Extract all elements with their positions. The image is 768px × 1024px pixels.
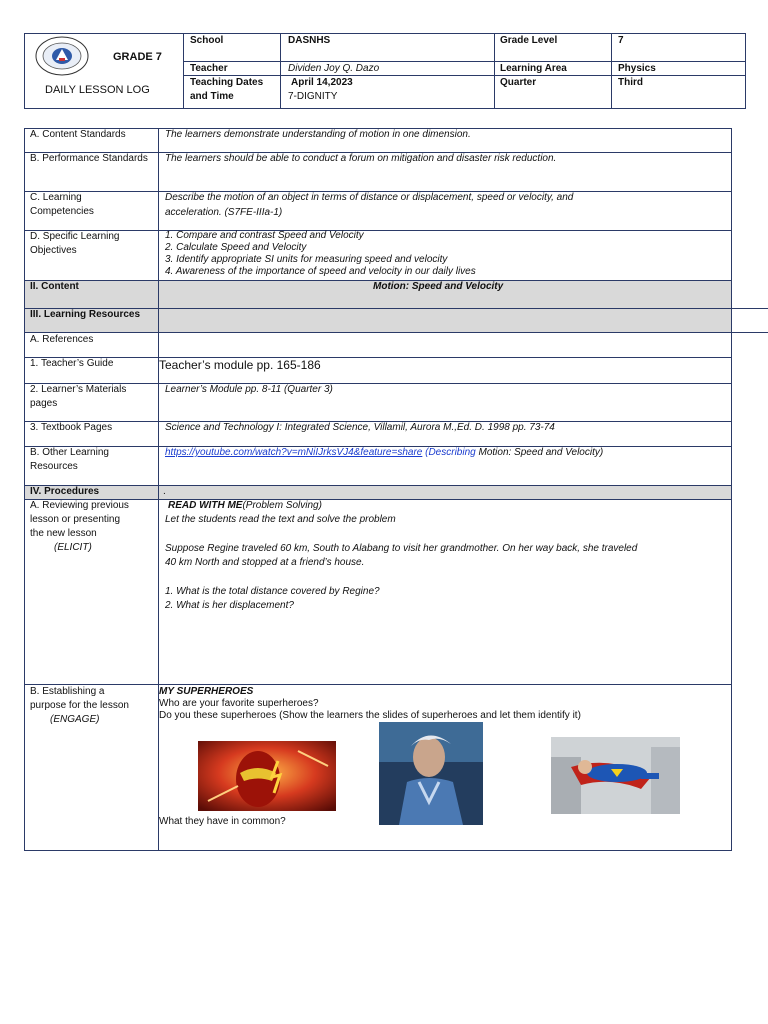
youtube-link[interactable]: https://youtube.com/watch?v=mNiIJrksVJ4&feature=share [165, 447, 423, 458]
section-value: 7-DIGNITY [288, 91, 338, 102]
grade-title: GRADE 7 [113, 51, 162, 63]
reviewing-label-line: the new lesson [30, 528, 97, 539]
quarter-label: Quarter [500, 77, 537, 88]
log-title: DAILY LESSON LOG [45, 84, 150, 96]
row-divider [24, 332, 768, 333]
objective-item: 4. Awareness of the importance of speed and velocity in our daily lives [165, 266, 476, 277]
establishing-question-2: Do you these superheroes (Show the learners the slides of superheroes and let them identify it) [159, 710, 581, 721]
reviewing-label-line: A. Reviewing previous [30, 500, 129, 511]
learning-competencies-label: C. Learning Competencies [30, 192, 94, 217]
link-suffix-b: Motion: Speed and Velocity) [478, 447, 604, 458]
header-divider [494, 33, 495, 109]
reviewing-problem-line2: 40 km North and stopped at a friend’s house. [165, 557, 365, 568]
content-standards-text: The learners demonstrate understanding of motion in one dimension. [165, 129, 471, 140]
establishing-question-3: What they have in common? [159, 816, 286, 827]
row-divider [24, 499, 732, 500]
reviewing-title: READ WITH ME [168, 500, 243, 511]
quicksilver-superhero-image [379, 722, 483, 825]
performance-standards-label: B. Performance Standards [30, 153, 148, 164]
header-divider [611, 33, 612, 109]
content-standards-label: A. Content Standards [30, 129, 126, 140]
establishing-question-1: Who are your favorite superheroes? [159, 698, 319, 709]
grade-level-label: Grade Level [500, 35, 558, 46]
performance-standards-text: The learners should be able to conduct a forum on mitigation and disaster risk reduction. [165, 153, 557, 164]
teachers-guide-text: Teacher’s module pp. 165-186 [159, 358, 321, 372]
objective-item: 2. Calculate Speed and Velocity [165, 242, 307, 253]
row-divider [24, 357, 732, 358]
learning-area-label: Learning Area [500, 63, 567, 74]
objective-item: 3. Identify appropriate SI units for measuring speed and velocity [165, 254, 448, 265]
references-label: A. References [30, 334, 94, 345]
specific-objectives-label: D. Specific Learning Objectives [30, 231, 120, 256]
content-text: Motion: Speed and Velocity [373, 281, 504, 292]
learners-materials-text: Learner’s Module pp. 8-11 (Quarter 3) [165, 384, 333, 395]
teaching-dates-label: Teaching Dates and Time [190, 77, 264, 102]
content-label: II. Content [30, 281, 79, 292]
header-divider [183, 61, 746, 62]
reviewing-title-suffix: (Problem Solving) [242, 500, 322, 511]
reviewing-question: 1. What is the total distance covered by Regine? [165, 586, 380, 597]
link-suffix-a: (Describing [425, 447, 476, 458]
school-label: School [190, 35, 224, 46]
reviewing-instruction: Let the students read the text and solve the problem [165, 514, 396, 525]
row-divider [24, 684, 732, 685]
deped-seal-logo [34, 36, 90, 76]
other-resources-label: B. Other Learning Resources [30, 447, 109, 472]
teachers-guide-label: 1. Teacher’s Guide [30, 358, 114, 369]
superman-superhero-image [551, 737, 680, 814]
reviewing-label-line: lesson or presenting [30, 514, 121, 525]
teacher-label: Teacher [190, 63, 228, 74]
textbook-label: 3. Textbook Pages [30, 422, 113, 433]
reviewing-question: 2. What is her displacement? [165, 600, 294, 611]
textbook-text: Science and Technology I: Integrated Science, Villamil, Aurora M.,Ed. D. 1998 pp. 73-74 [165, 422, 555, 433]
reviewing-problem-line1: Suppose Regine traveled 60 km, South to Alabang to visit her grandmother. On her way back, she traveled [165, 543, 638, 554]
establishing-label-line: B. Establishing a [30, 686, 105, 697]
procedures-label: IV. Procedures [30, 486, 100, 497]
flash-superhero-image [198, 741, 336, 811]
row-divider [24, 485, 732, 486]
learning-competencies-line1: Describe the motion of an object in terms of distance or displacement, speed or velocity, and [165, 192, 574, 203]
teacher-value: Dividen Joy Q. Dazo [288, 63, 380, 74]
teaching-date-value: April 14,2023 [291, 77, 353, 88]
grade-level-value: 7 [618, 35, 624, 46]
learning-resources-label: III. Learning Resources [30, 309, 141, 320]
header-divider [280, 33, 281, 109]
procedures-text: . [163, 486, 166, 497]
main-label-column-divider [158, 128, 159, 851]
learners-materials-label: 2. Learner’s Materials pages [30, 384, 127, 409]
reviewing-label-phase: (ELICIT) [54, 542, 92, 553]
establishing-title: MY SUPERHEROES [159, 686, 254, 697]
quarter-value: Third [618, 77, 643, 88]
learning-competencies-line2: acceleration. (S7FE-IIIa-1) [165, 207, 283, 218]
header-divider [183, 33, 184, 109]
other-resources-line [165, 446, 603, 460]
reviewing-title-line [168, 499, 322, 513]
objective-item: 1. Compare and contrast Speed and Velocity [165, 230, 364, 241]
establishing-label-phase: (ENGAGE) [50, 714, 100, 725]
learning-area-value: Physics [618, 63, 656, 74]
school-value: DASNHS [288, 35, 331, 46]
establishing-label-line: purpose for the lesson [30, 700, 129, 711]
